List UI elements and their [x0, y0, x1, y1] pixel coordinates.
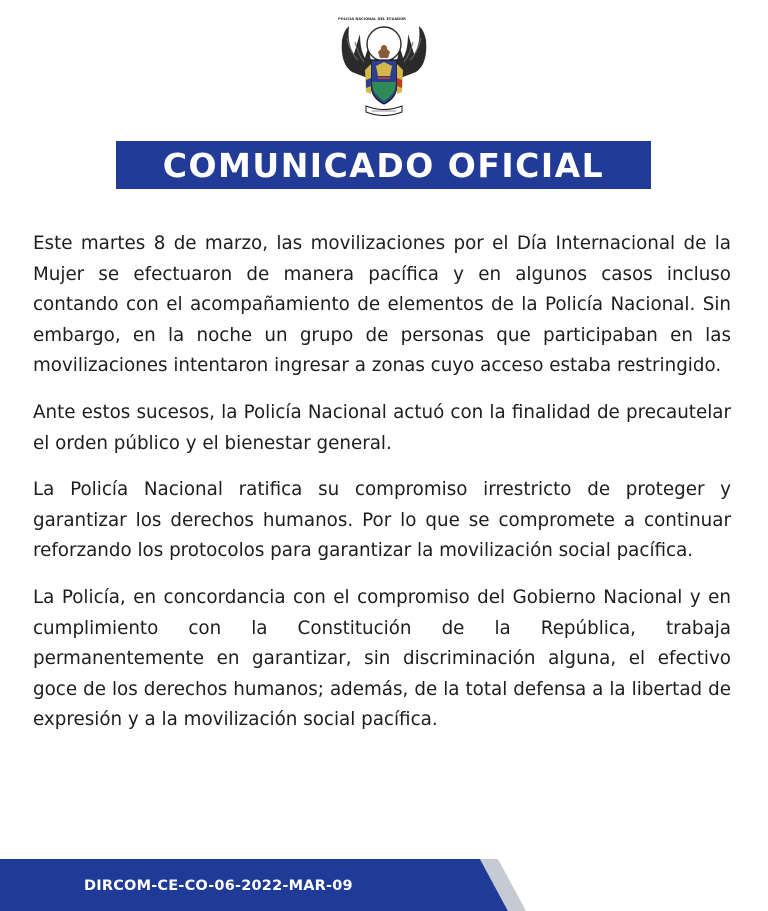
paragraph-2: Ante estos sucesos, la Policía Nacional actuó con la finalidad de precautelar el orden público y el bienestar general. — [33, 401, 731, 454]
paragraph-3: La Policía Nacional ratifica su compromiso irrestricto de proteger y garantizar los derechos humanos. Por lo que se compromete a continuar reforzando los protocolos para garantizar la movilización social pacífica. — [33, 479, 731, 562]
emblem-ring-text: POLICIA NACIONAL DEL ECUADOR — [338, 17, 406, 21]
document-code: DIRCOM-CE-CO-06-2022-MAR-09 — [84, 878, 353, 894]
page-title: COMUNICADO OFICIAL — [162, 145, 605, 185]
title-banner — [116, 141, 651, 189]
paragraph-4: La Policía, en concordancia con el compromiso del Gobierno Nacional y en cumplimiento con la Constitución de la República, trabaja permanentemente en garantizar, sin discriminación alguna, el efectivo goce de los derechos humanos; además, de la total defensa a la libertad de expresión y a la movilización social pacífica. — [33, 586, 731, 731]
communique-body — [33, 229, 731, 752]
paragraph-1: Este martes 8 de marzo, las movilizaciones por el Día Internacional de la Mujer se efectuaron de manera pacífica y en algunos casos incluso contando con el acompañamiento de elementos de la Policía Nacional. Sin embargo, en la noche un grupo de personas que participaban en las movilizaciones intentaron ingresar a zonas cuyo acceso estaba restringido. — [33, 233, 731, 377]
police-shield-emblem-icon — [338, 17, 430, 122]
